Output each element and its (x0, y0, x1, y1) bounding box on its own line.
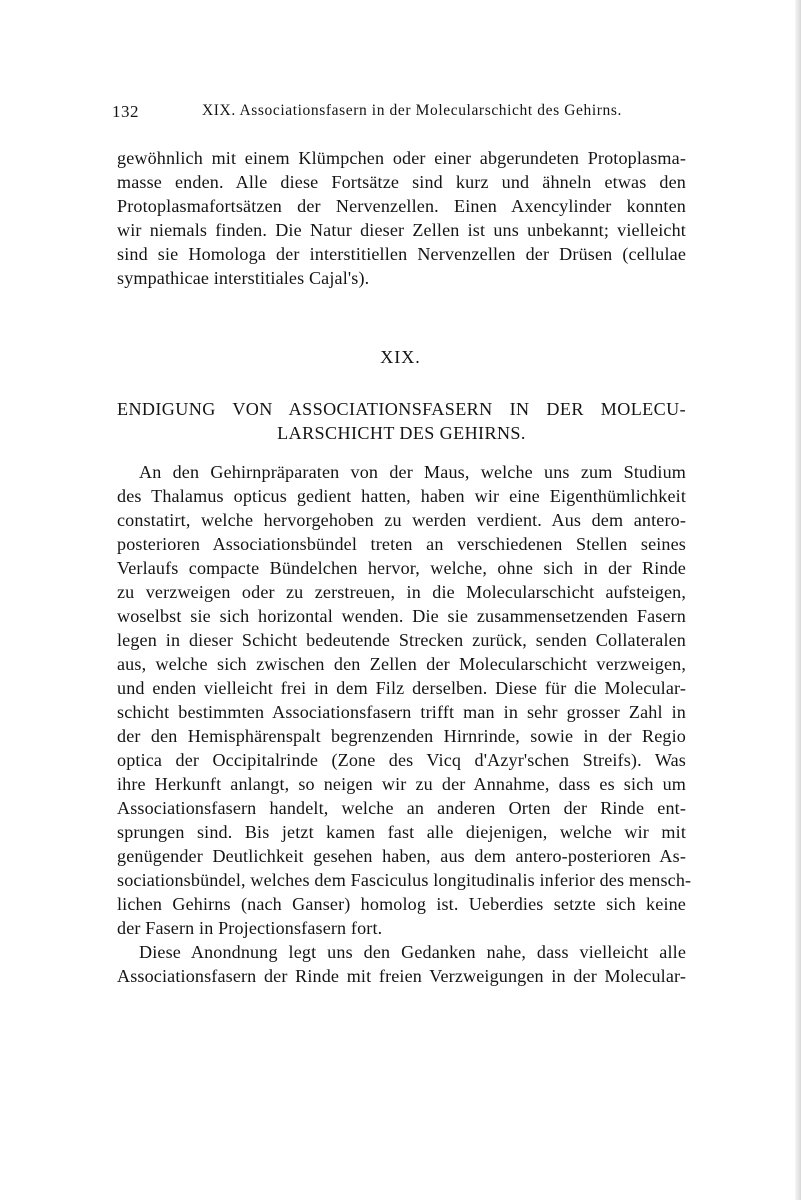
chapter-number: XIX. (380, 347, 421, 367)
text-line: des Thalamus opticus gedient hatten, haben wir eine Eigenthümlichkeit (117, 486, 686, 506)
text-line: der den Hemisphärenspalt begrenzenden Hirnrinde, sowie in der Regio (117, 726, 686, 746)
body-paragraph-1 (117, 460, 692, 940)
text-line: schicht bestimmten Associationsfasern trifft man in sehr grosser Zahl in (117, 702, 686, 722)
text-line: Diese Anondnung legt uns den Gedanken nahe, dass vielleicht alle (139, 942, 686, 962)
text-line: optica der Occipitalrinde (Zone des Vicq d'Azyr'schen Streifs). Was (117, 750, 686, 770)
text-line: An den Gehirnpräparaten von der Maus, welche uns zum Studium (139, 462, 686, 482)
intro-paragraph (117, 146, 686, 290)
text-line: Associationsfasern handelt, welche an anderen Orten der Rinde ent- (117, 798, 686, 818)
text-line: der Fasern in Projectionsfasern fort. (117, 918, 383, 938)
text-line: lichen Gehirns (nach Ganser) homolog ist. Ueberdies setzte sich keine (117, 894, 686, 914)
text-line: ihre Herkunft anlangt, so neigen wir zu der Annahme, dass es sich um (117, 774, 686, 794)
text-line: constatirt, welche hervorgehoben zu werden verdient. Aus dem antero- (117, 510, 686, 530)
text-line: Verlaufs compacte Bündelchen hervor, welche, ohne sich in der Rinde (117, 558, 686, 578)
text-line: sociationsbündel, welches dem Fasciculus longitudinalis inferior des mensch- (117, 870, 692, 890)
text-line: masse enden. Alle diese Fortsätze sind kurz und ähneln etwas den (117, 172, 686, 192)
text-line: posterioren Associationsbündel treten an verschiedenen Stellen seines (117, 534, 686, 554)
text-line: genügender Deutlichkeit gesehen haben, aus dem antero-posterioren As- (117, 846, 686, 866)
page-edge (795, 0, 801, 1200)
running-head-title: XIX. Associationsfasern in der Molecularschicht des Gehirns. (202, 102, 622, 119)
text-line: gewöhnlich mit einem Klümpchen oder einer abgerundeten Protoplasma- (117, 148, 686, 168)
chapter-title-line: ENDIGUNG VON ASSOCIATIONSFASERN IN DER MOLECU- (117, 399, 686, 419)
text-line: sprungen sind. Bis jetzt kamen fast alle diejenigen, welche wir mit (117, 822, 686, 842)
text-line: Protoplasmafortsätzen der Nervenzellen. Einen Axencylinder konnten (117, 196, 686, 216)
text-line: zu verzweigen oder zu zerstreuen, in die Molecularschicht aufsteigen, (117, 582, 686, 602)
text-line: Associationsfasern der Rinde mit freien Verzweigungen in der Molecular- (117, 966, 686, 986)
text-line: woselbst sie sich horizontal wenden. Die sie zusammensetzenden Fasern (117, 606, 686, 626)
text-line: und enden vielleicht frei in dem Filz derselben. Diese für die Molecular- (117, 678, 686, 698)
text-line: wir niemals finden. Die Natur dieser Zellen ist uns unbekannt; vielleicht (117, 220, 686, 240)
text-line: sympathicae interstitiales Cajal's). (117, 268, 370, 288)
running-head (112, 102, 692, 122)
text-line: aus, welche sich zwischen den Zellen der Molecularschicht verzweigen, (117, 654, 686, 674)
chapter-title (117, 397, 686, 445)
body-paragraph-2 (117, 940, 686, 988)
text-line: sind sie Homologa der interstitiellen Nervenzellen der Drüsen (cellulae (117, 244, 686, 264)
text-line: legen in dieser Schicht bedeutende Strecken zurück, senden Collateralen (117, 630, 686, 650)
page-number: 132 (112, 102, 139, 121)
chapter-title-line: LARSCHICHT DES GEHIRNS. (277, 423, 526, 443)
